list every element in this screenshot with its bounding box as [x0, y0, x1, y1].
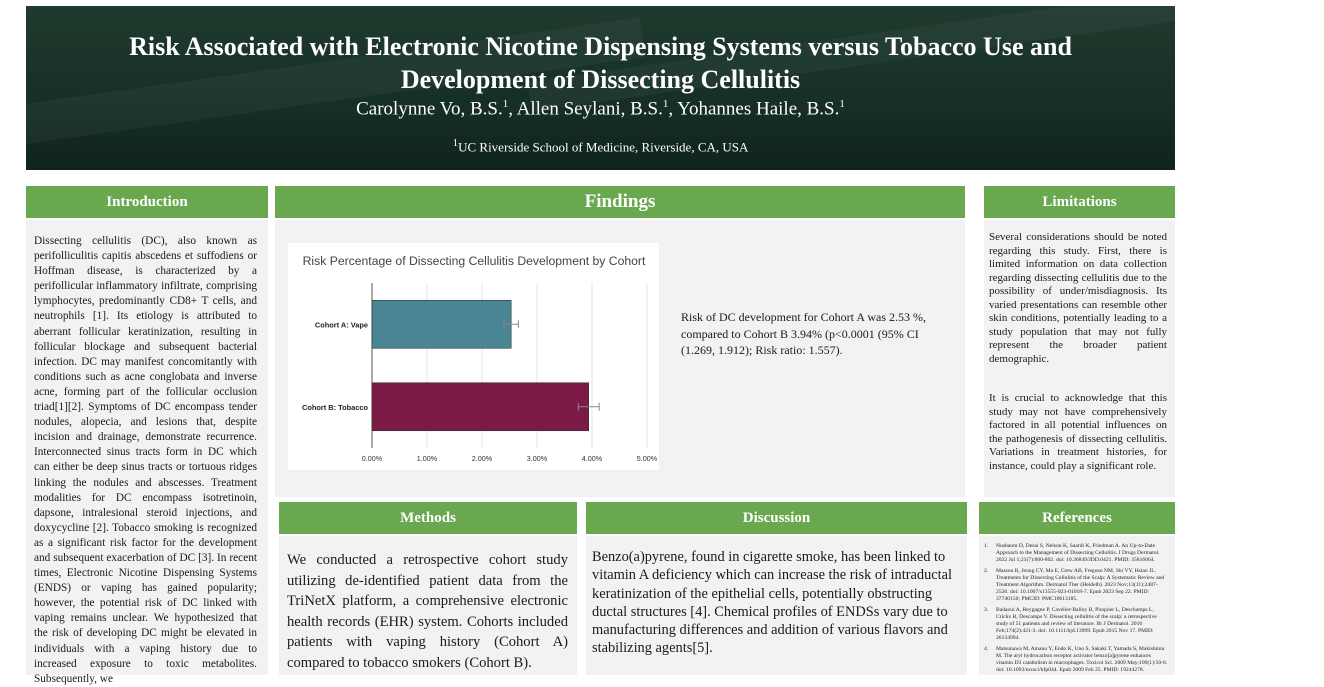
- chart-category-label: Cohort A: Vape: [314, 320, 368, 330]
- author-list: [26, 98, 1175, 120]
- chart-tick-label: 4.00%: [581, 454, 603, 463]
- findings-text: Risk of DC development for Cohort A was 2.53 %, compared to Cohort B 3.94% (p<0.0001 (95% CI (1.269, 1.912); Risk ratio: 1.557).: [681, 310, 926, 357]
- reference-number: 1.: [984, 543, 989, 549]
- reference-number: 3.: [984, 606, 989, 613]
- methods-heading: Methods: [279, 502, 577, 534]
- limitations-paragraph-1: Several considerations should be noted regarding this study. First, there is limited information on data collection regarding dissecting cellulitis due to the possibility of under/misdiagnosis. Its varied presentations can resemble other skin conditions, potentially leading to a study population that may not fully represent the broader patient demographic.: [989, 231, 1167, 365]
- chart-tick-label: 0.00%: [361, 454, 383, 463]
- findings-panel: [275, 220, 965, 497]
- reference-item: [984, 646, 1169, 675]
- chart-tick-labels: [362, 454, 658, 463]
- chart-title: Risk Percentage of Dissecting Cellulitis Development by Cohort: [302, 254, 646, 268]
- introduction-panel: [26, 220, 268, 685]
- author-name: Carolynne Vo, B.S.: [356, 98, 503, 120]
- limitations-paragraph-2: It is crucial to acknowledge that this study may not have comprehensively factored in all potential influences on the pathogenesis of dissecting cellulitis. Variations in treatment histories, for instance, could play a significant role.: [989, 392, 1167, 472]
- references-panel: [979, 536, 1175, 675]
- reference-list: [984, 543, 1169, 674]
- chart-category-labels: [302, 320, 368, 412]
- chart-bars: [372, 300, 589, 431]
- author-affiliation-mark: 1: [502, 98, 509, 110]
- reference-text: Matsunawa M, Amano Y, Endo K, Uno S, Sakaki T, Yamada S, Makishima M. The aryl hydrocarbon receptor activator benzo[a]pyrene enhances vitamin D3 catabolism in macrophages. Toxicol Sci. 2009 May;109(1):50-8. doi: 10.1093/toxsci/kfp044. Epub 2009 Feb 25. PMID: 19244278.: [996, 645, 1168, 674]
- discussion-heading: Discussion: [586, 502, 967, 534]
- reference-text: Masson R, Jeong CY, Ma E, Crew AB, Fregoso NM, Shi VY, Hsiao JL. Treatments for Dissecting Cellulitis of the Scalp: A Systematic Review and Treatment Algorithm. Dermatol Ther (Heidelb). 2023 Nov;13(11):2487-2526. doi: 10.1007/s13555-023-01018-7. Epub 2023 Sep 22. PMID: 37740150; PMCID: PMC10613185.: [996, 567, 1165, 603]
- reference-text: Nusbaum D, Desai S, Nelson K, Saardi K, Friedman A. An Up-to-Date Approach to the Management of Dissecting Cellulitis. J Drugs Dermatol. 2022 Jul 1;21(7):800-802. doi: 10.36849/JDD.0421. PMID: 35816064.: [996, 543, 1160, 564]
- poster-title: Risk Associated with Electronic Nicotine Dispensing Systems versus Tobacco Use and Development of Dissecting Cellulitis: [129, 32, 1072, 94]
- author-separator: ,: [668, 98, 678, 120]
- reference-text: Badaoui A, Reygagne P, Cavelier-Balloy B, Pinquier L, Deschamps L, Crickx B, Descamps V. Dissecting cellulitis of the scalp: a retrospective study of 51 patients and review of literature. Br J Dermatol. 2016 Feb;174(2):421-3. doi: 10.1111/bjd.13999. Epub 2015 Nov 17. PMID: 26134994.: [996, 606, 1157, 642]
- chart-tick-label: 1.00%: [416, 454, 438, 463]
- introduction-text: Dissecting cellulitis (DC), also known as perifolliculitis capitis abscedens et suffodiens or Hoffman disease, is characterized by a perifollicular inflammatory infiltrate, comprising lymphocytes, predominantly CD8+ T cells, and neutrophils [1]. Its etiology is attributed to aberrant follicular keratinization, resulting in follicular blockage and subsequent bacterial infection. DC may manifest concomitantly with conditions such as acne conglobata and inverse acne, forming part of the follicular occlusion triad[1][2]. Symptoms of DC encompass tender nodules, alopecia, and lesions that, despite incision and drainage, demonstrate recurrence. Interconnected sinus tracts form in DC which can either be deep sinus tracts or tortuous ridges linking the nodules and abscesses. Treatment modalities for DC encompass isotretinoin, dapsone, intralesional steroid injections, and doxycycline [2]. Tobacco smoking is recognized as a significant risk factor for the development and subsequent exacerbation of DC [3]. In recent times, Electronic Nicotine Dispensing Systems (ENDS) or vaping has gained popularity; however, the potential risk of DC linked with vaping remains unclear. We hypothesized that the risk of developing DC might be elevated in individuals with a vaping history due to increased exposure to toxic metabolites. Subsequently, we: [34, 235, 257, 685]
- reference-number: 4.: [984, 645, 989, 652]
- reference-item: [984, 607, 1169, 643]
- risk-chart-svg: [288, 243, 659, 470]
- chart-bar: [372, 300, 511, 348]
- risk-chart: [288, 243, 659, 470]
- affiliation: [26, 137, 1175, 155]
- poster-header: [26, 6, 1175, 170]
- author-name: Allen Seylani, B.S.: [516, 98, 663, 120]
- introduction-heading: Introduction: [26, 186, 268, 218]
- reference-number: 2.: [984, 567, 989, 574]
- methods-text: We conducted a retrospective cohort study utilizing de-identified patient data from the TriNetX platform, a comprehensive electronic health records (EHR) system. Cohorts included patients with vaping history (Cohort A) compared to tobacco smokers (Cohort B).: [287, 552, 568, 671]
- author-affiliation-mark: 1: [662, 98, 669, 110]
- chart-category-label: Cohort B: Tobacco: [302, 402, 368, 412]
- chart-tick-label: 5.00%: [636, 454, 658, 463]
- reference-item: [984, 568, 1169, 604]
- findings-heading: Findings: [275, 186, 965, 218]
- methods-panel: [279, 536, 577, 675]
- author-separator: ,: [508, 98, 517, 120]
- chart-bar: [372, 383, 589, 431]
- author-affiliation-mark: 1: [839, 98, 845, 110]
- chart-tick-label: 2.00%: [471, 454, 493, 463]
- chart-tick-label: 3.00%: [526, 454, 548, 463]
- references-heading: References: [979, 502, 1175, 534]
- discussion-text: Benzo(a)pyrene, found in cigarette smoke, has been linked to vitamin A deficiency which can increase the risk of intraductal keratinization of the epithelial cells, potentially obstructing ductal structures [4]. Chemical profiles of ENDSs vary due to manufacturing differences and addition of various flavors and stabilizing agents[5].: [592, 549, 953, 657]
- reference-item: [984, 543, 1169, 565]
- affiliation-mark: 1: [452, 137, 459, 149]
- affiliation-text: UC Riverside School of Medicine, Riverside, CA, USA: [458, 139, 749, 155]
- author-name: Yohannes Haile, B.S.: [677, 98, 840, 120]
- limitations-heading: Limitations: [984, 186, 1175, 218]
- limitations-panel: [984, 220, 1175, 497]
- discussion-panel: [586, 536, 967, 675]
